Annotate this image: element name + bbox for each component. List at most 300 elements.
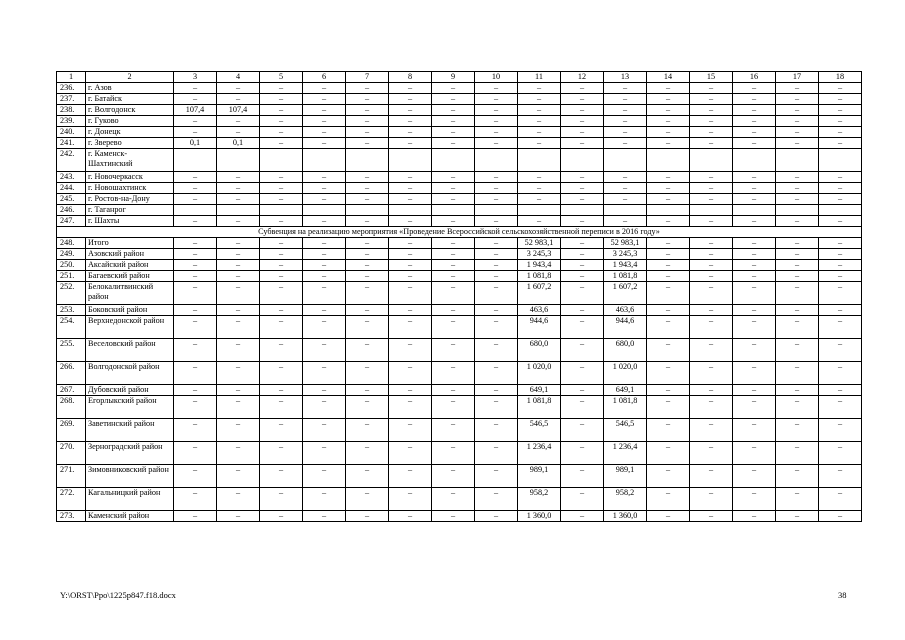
table-cell: – (561, 105, 604, 116)
table-cell: – (690, 316, 733, 339)
table-cell: – (819, 305, 862, 316)
table-cell (260, 149, 303, 172)
column-header: 2 (86, 72, 174, 83)
table-cell: – (647, 105, 690, 116)
table-cell: – (475, 465, 518, 488)
table-cell: – (217, 183, 260, 194)
table-cell: – (346, 465, 389, 488)
table-cell (561, 205, 604, 216)
table-cell: – (260, 238, 303, 249)
table-cell: – (561, 238, 604, 249)
table-cell: – (647, 138, 690, 149)
table-cell: – (174, 511, 217, 522)
table-cell: – (475, 216, 518, 227)
table-row (57, 83, 862, 94)
row-name: Заветинский район (86, 419, 174, 442)
table-cell: 546,5 (518, 419, 561, 442)
table-cell: – (561, 419, 604, 442)
table-cell: – (733, 305, 776, 316)
table-row (57, 194, 862, 205)
table-cell: 463,6 (604, 305, 647, 316)
row-number: 248. (57, 238, 86, 249)
table-cell: – (303, 138, 346, 149)
table-cell: – (518, 183, 561, 194)
row-number: 241. (57, 138, 86, 149)
column-header: 12 (561, 72, 604, 83)
table-cell: – (819, 385, 862, 396)
table-cell: – (561, 172, 604, 183)
table-cell: – (389, 385, 432, 396)
table-cell: – (303, 465, 346, 488)
table-cell: – (604, 172, 647, 183)
table-cell: – (647, 183, 690, 194)
table-cell: – (389, 316, 432, 339)
table-cell: – (561, 116, 604, 127)
table-cell: 1 607,2 (518, 282, 561, 305)
table-cell: – (733, 339, 776, 362)
row-number: 245. (57, 194, 86, 205)
row-number: 273. (57, 511, 86, 522)
table-cell (475, 149, 518, 172)
row-number: 238. (57, 105, 86, 116)
table-cell: 989,1 (604, 465, 647, 488)
table-cell: – (475, 362, 518, 385)
table-cell (174, 149, 217, 172)
table-cell: – (690, 442, 733, 465)
table-cell: – (303, 127, 346, 138)
table-cell: – (647, 465, 690, 488)
table-cell: – (346, 183, 389, 194)
row-name: г. Гуково (86, 116, 174, 127)
table-cell: – (432, 488, 475, 511)
table-cell: – (217, 216, 260, 227)
table-cell: – (776, 511, 819, 522)
table-cell: – (690, 260, 733, 271)
table-cell: – (260, 94, 303, 105)
table-cell: – (475, 105, 518, 116)
table-cell: – (432, 271, 475, 282)
table-cell: – (561, 339, 604, 362)
table-cell: – (819, 216, 862, 227)
table-cell: – (647, 127, 690, 138)
table-cell: – (217, 83, 260, 94)
table-cell: 680,0 (604, 339, 647, 362)
table-cell: – (776, 194, 819, 205)
table-cell: – (819, 116, 862, 127)
row-name: Багаевский район (86, 271, 174, 282)
table-cell: – (819, 488, 862, 511)
table-cell (647, 205, 690, 216)
table-cell: – (217, 282, 260, 305)
row-number: 267. (57, 385, 86, 396)
table-cell: – (604, 138, 647, 149)
table-cell: – (260, 316, 303, 339)
table-cell: – (174, 83, 217, 94)
table-cell: – (647, 385, 690, 396)
table-cell: 1 236,4 (604, 442, 647, 465)
table-cell: – (432, 138, 475, 149)
table-cell: – (561, 194, 604, 205)
row-number: 249. (57, 249, 86, 260)
table-cell (690, 149, 733, 172)
table-cell: 107,4 (174, 105, 217, 116)
table-row (57, 442, 862, 465)
table-cell: – (432, 396, 475, 419)
table-cell (432, 149, 475, 172)
table-row (57, 260, 862, 271)
table-cell: – (174, 94, 217, 105)
table-row (57, 172, 862, 183)
table-cell: – (346, 362, 389, 385)
table-cell: – (733, 127, 776, 138)
table-cell: – (776, 172, 819, 183)
table-cell: 1 360,0 (518, 511, 561, 522)
table-cell: – (690, 116, 733, 127)
table-cell: – (776, 105, 819, 116)
table-cell: – (346, 442, 389, 465)
table-row (57, 488, 862, 511)
table-cell: – (690, 271, 733, 282)
table-cell: – (733, 172, 776, 183)
table-cell: – (475, 282, 518, 305)
table-cell: – (733, 116, 776, 127)
table-cell: – (389, 94, 432, 105)
table-cell (604, 149, 647, 172)
table-cell: – (819, 362, 862, 385)
table-cell (604, 205, 647, 216)
table-cell: – (819, 260, 862, 271)
table-cell: 1 020,0 (518, 362, 561, 385)
table-cell: – (690, 385, 733, 396)
table-cell: – (776, 442, 819, 465)
table-cell: 1 081,8 (604, 396, 647, 419)
table-cell: – (174, 362, 217, 385)
row-name: г. Батайск (86, 94, 174, 105)
column-header: 16 (733, 72, 776, 83)
table-cell: – (217, 116, 260, 127)
table-cell: – (776, 316, 819, 339)
table-cell: – (690, 105, 733, 116)
table-cell: – (432, 511, 475, 522)
table-cell: – (776, 282, 819, 305)
row-number: 236. (57, 83, 86, 94)
table-cell: – (432, 316, 475, 339)
table-cell (217, 205, 260, 216)
table-cell: – (389, 238, 432, 249)
table-cell: 958,2 (604, 488, 647, 511)
table-cell: – (690, 419, 733, 442)
table-cell: – (260, 216, 303, 227)
table-cell: – (389, 339, 432, 362)
table-cell: – (432, 385, 475, 396)
table-cell: – (174, 339, 217, 362)
table-cell: – (346, 94, 389, 105)
table-cell: 1 943,4 (604, 260, 647, 271)
table-cell: – (432, 249, 475, 260)
table-cell: – (561, 183, 604, 194)
table-cell: – (432, 116, 475, 127)
table-cell: – (303, 385, 346, 396)
table-cell: – (819, 419, 862, 442)
table-cell: – (690, 216, 733, 227)
row-name: Кагальницкий район (86, 488, 174, 511)
table-cell: – (217, 238, 260, 249)
table-cell: – (604, 127, 647, 138)
table-cell: – (346, 511, 389, 522)
table-row (57, 116, 862, 127)
row-number: 242. (57, 149, 86, 172)
table-cell: – (174, 260, 217, 271)
table-cell (776, 205, 819, 216)
table-cell: – (432, 83, 475, 94)
table-cell: – (174, 116, 217, 127)
table-cell: 3 245,3 (604, 249, 647, 260)
table-cell: – (647, 316, 690, 339)
table-cell: – (174, 305, 217, 316)
table-cell: – (776, 339, 819, 362)
table-cell: – (733, 282, 776, 305)
row-name: г. Таганрог (86, 205, 174, 216)
table-cell: – (389, 511, 432, 522)
column-header: 5 (260, 72, 303, 83)
table-cell: – (647, 172, 690, 183)
table-cell: 107,4 (217, 105, 260, 116)
table-cell: 1 081,8 (518, 271, 561, 282)
table-cell: – (647, 282, 690, 305)
table-cell: – (389, 83, 432, 94)
table-cell: – (346, 172, 389, 183)
table-cell: – (260, 172, 303, 183)
table-cell: – (647, 396, 690, 419)
row-number: 246. (57, 205, 86, 216)
table-cell: – (389, 396, 432, 419)
row-name: г. Каменск-Шахтинский (86, 149, 174, 172)
header-row (57, 72, 862, 83)
table-cell: – (819, 339, 862, 362)
row-name: Егорлыкский район (86, 396, 174, 419)
table-cell: – (174, 249, 217, 260)
table-cell: – (303, 305, 346, 316)
table-cell: – (518, 116, 561, 127)
table-cell: – (303, 249, 346, 260)
table-cell: – (518, 194, 561, 205)
table-cell: – (260, 260, 303, 271)
table-cell (733, 149, 776, 172)
page-number: 38 (838, 590, 847, 600)
section-row (57, 227, 862, 238)
table-cell: – (303, 94, 346, 105)
table-cell: – (475, 260, 518, 271)
table-cell: – (174, 316, 217, 339)
table-cell (260, 205, 303, 216)
row-name: г. Ростов-на-Дону (86, 194, 174, 205)
table-cell: – (346, 271, 389, 282)
table-cell: – (217, 442, 260, 465)
table-cell: – (475, 138, 518, 149)
table-cell: – (561, 442, 604, 465)
table-cell: – (260, 83, 303, 94)
table-cell: – (475, 339, 518, 362)
table-cell: – (518, 138, 561, 149)
table-cell: – (174, 127, 217, 138)
table-cell: – (690, 362, 733, 385)
table-cell: – (346, 419, 389, 442)
table-cell: – (389, 216, 432, 227)
table-cell: – (217, 127, 260, 138)
table-cell (819, 205, 862, 216)
table-cell: 463,6 (518, 305, 561, 316)
table-cell: – (174, 238, 217, 249)
table-cell: 1 943,4 (518, 260, 561, 271)
table-cell: – (690, 249, 733, 260)
table-cell: – (346, 339, 389, 362)
table-cell: – (475, 172, 518, 183)
row-name: Веселовский район (86, 339, 174, 362)
table-cell: 1 607,2 (604, 282, 647, 305)
table-cell: – (303, 419, 346, 442)
table-cell (389, 205, 432, 216)
table-cell: – (819, 396, 862, 419)
table-cell (518, 205, 561, 216)
table-cell: – (475, 385, 518, 396)
table-cell: – (432, 216, 475, 227)
table-row (57, 271, 862, 282)
column-header: 7 (346, 72, 389, 83)
table-cell: – (346, 260, 389, 271)
table-cell: – (647, 216, 690, 227)
table-cell: – (561, 385, 604, 396)
table-cell: – (733, 138, 776, 149)
table-cell: – (475, 116, 518, 127)
table-cell: – (561, 216, 604, 227)
table-cell (475, 205, 518, 216)
table-cell: – (733, 396, 776, 419)
table-cell: – (217, 396, 260, 419)
table-cell: – (432, 183, 475, 194)
data-table (56, 71, 862, 522)
table-cell: – (389, 488, 432, 511)
table-cell: – (432, 238, 475, 249)
table-cell: – (518, 172, 561, 183)
table-cell: – (174, 216, 217, 227)
table-cell: – (647, 305, 690, 316)
table-cell: – (217, 339, 260, 362)
table-cell: – (604, 83, 647, 94)
table-cell: – (733, 194, 776, 205)
column-header: 6 (303, 72, 346, 83)
table-cell: – (303, 116, 346, 127)
table-cell: – (690, 339, 733, 362)
table-row (57, 249, 862, 260)
table-cell: – (475, 442, 518, 465)
row-name: г. Шахты (86, 216, 174, 227)
column-header: 15 (690, 72, 733, 83)
table-cell: – (475, 511, 518, 522)
table-cell: – (174, 488, 217, 511)
table-row (57, 205, 862, 216)
row-number: 255. (57, 339, 86, 362)
row-name: Белокалитвинский район (86, 282, 174, 305)
table-cell: – (733, 271, 776, 282)
table-row (57, 138, 862, 149)
table-cell: – (217, 362, 260, 385)
table-cell: – (346, 396, 389, 419)
table-cell: – (819, 183, 862, 194)
table-cell: – (690, 465, 733, 488)
table-cell: – (733, 385, 776, 396)
table-cell: – (647, 83, 690, 94)
table-cell: – (604, 194, 647, 205)
table-cell (733, 205, 776, 216)
table-cell: – (776, 488, 819, 511)
table-cell: – (346, 282, 389, 305)
section-title: Субвенция на реализацию мероприятия «Проведение Всероссийской сельскохозяйственной переписи в 2016 году» (57, 227, 862, 238)
table-row (57, 339, 862, 362)
table-cell: – (647, 94, 690, 105)
table-cell: – (303, 216, 346, 227)
table-cell: – (174, 271, 217, 282)
table-cell: – (475, 83, 518, 94)
table-cell: – (217, 172, 260, 183)
table-cell (174, 205, 217, 216)
table-cell: – (733, 511, 776, 522)
table-cell (776, 149, 819, 172)
table-cell: – (733, 183, 776, 194)
table-cell: – (217, 271, 260, 282)
table-cell: – (647, 419, 690, 442)
table-cell: 546,5 (604, 419, 647, 442)
column-header: 13 (604, 72, 647, 83)
table-cell: – (260, 282, 303, 305)
table-cell: – (776, 385, 819, 396)
table-cell: 52 983,1 (518, 238, 561, 249)
table-cell: 1 081,8 (604, 271, 647, 282)
table-cell: – (174, 282, 217, 305)
table-cell (346, 149, 389, 172)
table-cell: – (346, 249, 389, 260)
table-cell: – (819, 442, 862, 465)
table-cell: – (475, 127, 518, 138)
table-cell: – (776, 271, 819, 282)
column-header: 17 (776, 72, 819, 83)
table-cell: – (217, 194, 260, 205)
table-cell: – (819, 249, 862, 260)
table-cell (303, 149, 346, 172)
row-number: 250. (57, 260, 86, 271)
table-cell: – (260, 105, 303, 116)
table-cell: – (647, 260, 690, 271)
table-cell: – (690, 94, 733, 105)
table-cell: – (733, 216, 776, 227)
table-cell: – (647, 442, 690, 465)
table-cell: – (432, 282, 475, 305)
row-name: Зерноградский район (86, 442, 174, 465)
footer-file-path: Y:\ORST\Ppo\1225p847.f18.docx (60, 590, 176, 600)
table-cell: – (260, 194, 303, 205)
table-cell: – (432, 127, 475, 138)
table-cell: – (432, 465, 475, 488)
table-cell: – (174, 194, 217, 205)
table-cell: – (819, 465, 862, 488)
table-cell: – (346, 316, 389, 339)
table-cell: – (733, 465, 776, 488)
table-cell: – (647, 194, 690, 205)
column-header: 3 (174, 72, 217, 83)
table-cell: – (819, 83, 862, 94)
table-cell: – (389, 194, 432, 205)
table-cell: – (389, 305, 432, 316)
table-cell: – (819, 316, 862, 339)
